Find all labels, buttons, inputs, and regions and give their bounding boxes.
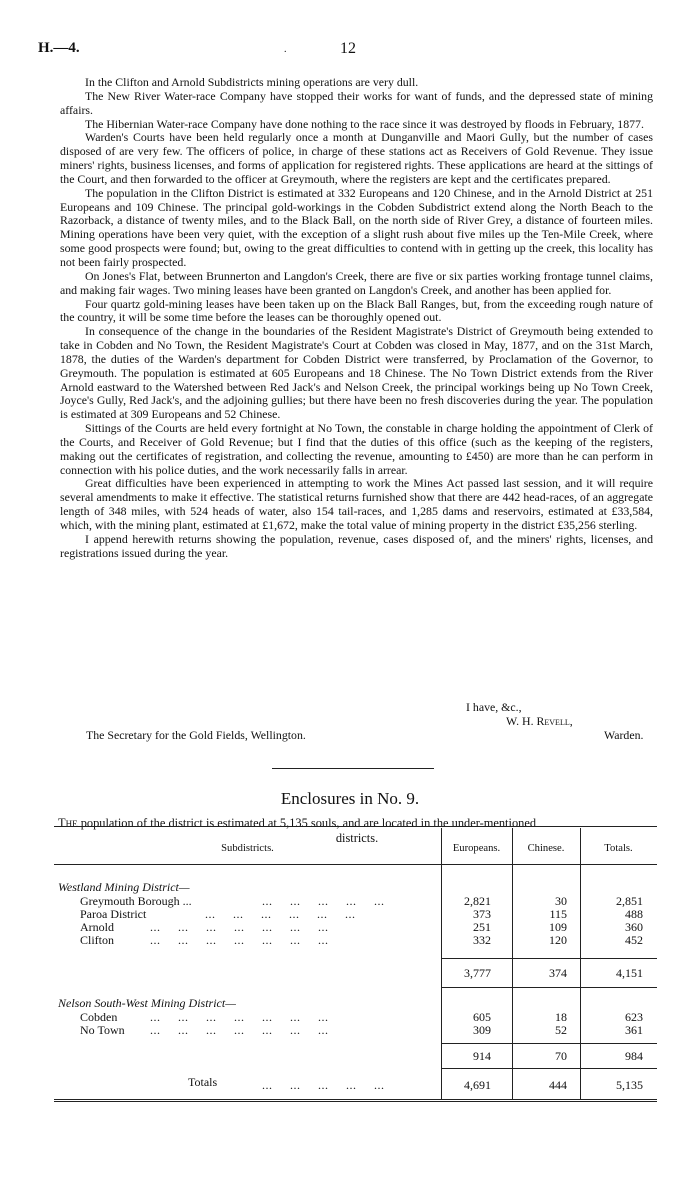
subtotal-rule <box>441 1068 657 1069</box>
cell-europeans: 332 <box>473 933 491 947</box>
table-top-rule <box>54 826 657 827</box>
paragraph: I append herewith returns showing the population, revenue, cases disposed of, and the miners' rights, licenses, and registrations issued during the year. <box>60 531 653 560</box>
cell-chinese: 30 <box>555 894 567 908</box>
row-leader: ... ... ... ... ... <box>262 1078 385 1092</box>
paragraph: The population in the Clifton District is estimated at 332 Europeans and 120 Chinese, and in the Arnold District at 251 Europeans and 109 Chinese. The principal gold-workings in the Cobden Subdistrict extend along the North Beach to the Razorback, a distance of twenty miles, and to the Black Ball, on the north side of River Grey, a distance of fourteen miles. Mining operations have been very quiet, with the exception of a slight rush about five miles up the Ten-Mile Creek, where some good prospects were found; but, owing to the great difficulties to contend with in getting up the creek, this locality has not been fairly prospected. <box>60 185 653 269</box>
page-number: 12 <box>340 40 356 57</box>
cell-totals: 360 <box>625 920 643 934</box>
cell-europeans: 605 <box>473 1010 491 1024</box>
intro-first-word: The <box>58 816 78 830</box>
cell-chinese: 115 <box>549 907 567 921</box>
report-body <box>60 76 653 561</box>
paragraph: Great difficulties have been experienced in attempting to work the Mines Act passed last session, and it will require several amendments to make it effective. The statistical returns furnished show that there are 442 head-races, of an aggregate length of 348 miles, with 524 heads of water, also 154 tail-races, and 1,285 dams and reservoirs, estimated at £33,584, which, with the mining plant, estimated at £1,672, make the total value of mining property in the district £35,256 sterling. <box>60 476 653 532</box>
row-leader: ... ... ... ... ... ... ... <box>150 933 329 947</box>
paragraph: Four quartz gold-mining leases have been taken up on the Black Ball Ranges, but, from the exceeding rough nature of the country, it will be some time before the leases can be thoroughly opened out. <box>60 296 653 325</box>
col-divider <box>441 828 442 1099</box>
paragraph: In the Clifton and Arnold Subdistricts mining operations are very dull. <box>85 75 419 89</box>
cell-chinese: 109 <box>549 920 567 934</box>
table-bottom-rule-2 <box>54 1101 657 1102</box>
cell-totals: 488 <box>625 907 643 921</box>
header-totals: Totals. <box>604 843 633 854</box>
totals-label: Totals <box>188 1075 218 1089</box>
signature-addressee: The Secretary for the Gold Fields, Wellington. <box>86 728 306 742</box>
row-leader: ... ... ... ... ... ... <box>205 907 356 921</box>
subtotal-totals: 4,151 <box>616 966 643 980</box>
total-europeans: 4,691 <box>464 1078 491 1092</box>
row-leader: ... ... ... ... ... ... ... <box>150 1010 329 1024</box>
page-header-ref: H.—4. <box>38 40 80 56</box>
paragraph: Warden's Courts have been held regularly once a month at Dunganville and Maori Gully, but the number of cases disposed of are very few. The officers of police, in charge of these stations act as Receivers of Gold Revenue. They issue miners' rights, business licenses, and forms of application for registered rights. These applications are heard at the sittings of the Court, and then forwarded to the officer at Greymouth, where the registers are kept and the certificates prepared. <box>60 130 653 186</box>
total-totals: 5,135 <box>616 1078 643 1092</box>
table-bottom-rule <box>54 1099 657 1100</box>
row-leader: ... ... ... ... ... ... ... <box>150 920 329 934</box>
intro-end: districts. <box>335 830 379 845</box>
section-divider <box>272 768 434 769</box>
group-heading-nelson: Nelson South-West Mining District— <box>58 996 236 1010</box>
cell-totals: 452 <box>625 933 643 947</box>
cell-europeans: 251 <box>473 920 491 934</box>
paragraph: Sittings of the Courts are held every fortnight at No Town, the constable in charge holding the appointment of Clerk of the Courts, and Receiver of Gold Revenue; but I find that the duties of this office (such as the keeping of the registers, making out the certificates of registration, and collecting the revenue, amounting to £450) are more than he can perform in connection with his police duties, and the work necessarily falls in arrear. <box>60 421 653 477</box>
cell-totals: 361 <box>625 1023 643 1037</box>
col-divider <box>512 828 513 1099</box>
subtotal-europeans: 3,777 <box>464 966 491 980</box>
subtotal-rule <box>441 987 657 988</box>
total-chinese: 444 <box>549 1078 567 1092</box>
enclosure-intro <box>58 816 656 845</box>
intro-text: population of the district is estimated at 5,135 souls, and are located in the under-mentioned <box>80 816 537 830</box>
col-divider <box>580 828 581 1099</box>
subtotal-chinese: 70 <box>555 1049 567 1063</box>
table-header-rule <box>54 864 657 865</box>
row-name: Greymouth Borough ... <box>80 894 192 908</box>
cell-totals: 2,851 <box>616 894 643 908</box>
signature-closing: I have, &c., <box>466 700 522 714</box>
header-chinese: Chinese. <box>527 843 565 854</box>
header-europeans: Europeans. <box>452 843 501 854</box>
paragraph: The Hibernian Water-race Company have done nothing to the race since it was destroyed by floods in February, 1877. <box>85 116 644 131</box>
row-leader: ... ... ... ... ... ... ... <box>150 1023 329 1037</box>
subtotal-rule <box>441 1043 657 1044</box>
paragraph: In consequence of the change in the boundaries of the Resident Magistrate's District of Greymouth being extended to take in Cobden and No Town, the Resident Magistrate's Court at Cobden was closed in May, 1877, and on the 31st March, 1878, the duties of the Warden's department for Cobden District were transferred, by Proclamation of the Governor, to Greymouth. The population is estimated at 605 Europeans and 18 Chinese. The No Town District extends from the River Arnold eastward to the Watershed between Red Jack's and Nelson Creek, the principal workings being up No Town Creek, Joyce's Gully, Red Jack's, and the adjoining gullies; but there have been no fresh discoveries during the year. The population is estimated at 309 Europeans and 52 Chinese. <box>60 324 653 422</box>
cell-chinese: 52 <box>555 1023 567 1037</box>
row-name: Paroa District <box>80 907 147 921</box>
group-heading-westland: Westland Mining District— <box>58 880 190 894</box>
signature-title: Warden. <box>604 728 644 742</box>
row-name: No Town <box>80 1023 125 1037</box>
cell-chinese: 120 <box>549 933 567 947</box>
paragraph: On Jones's Flat, between Brunnerton and Langdon's Creek, there are five or six parties working frontage tunnel claims, and making fair wages. Two mining leases have been granted on Langdon's Creek, and another has been applied for. <box>60 268 653 297</box>
decorative-dot: . <box>284 44 287 55</box>
row-name: Cobden <box>80 1010 118 1024</box>
subtotal-totals: 984 <box>625 1049 643 1063</box>
row-name: Clifton <box>80 933 115 947</box>
cell-europeans: 309 <box>473 1023 491 1037</box>
paragraph: The New River Water-race Company have stopped their works for want of funds, and the depressed state of mining affairs. <box>60 88 653 117</box>
subtotal-chinese: 374 <box>549 966 567 980</box>
cell-europeans: 373 <box>473 907 491 921</box>
cell-europeans: 2,821 <box>464 894 491 908</box>
cell-chinese: 18 <box>555 1010 567 1024</box>
enclosure-title: Enclosures in No. 9. <box>280 789 420 808</box>
header-subdistricts: Subdistricts. <box>221 843 274 854</box>
row-leader: ... ... ... ... ... <box>262 894 385 908</box>
cell-totals: 623 <box>625 1010 643 1024</box>
subtotal-rule <box>441 958 657 959</box>
row-name: Arnold <box>80 920 114 934</box>
subtotal-europeans: 914 <box>473 1049 491 1063</box>
signature-name: W. H. Revell, <box>506 714 573 728</box>
